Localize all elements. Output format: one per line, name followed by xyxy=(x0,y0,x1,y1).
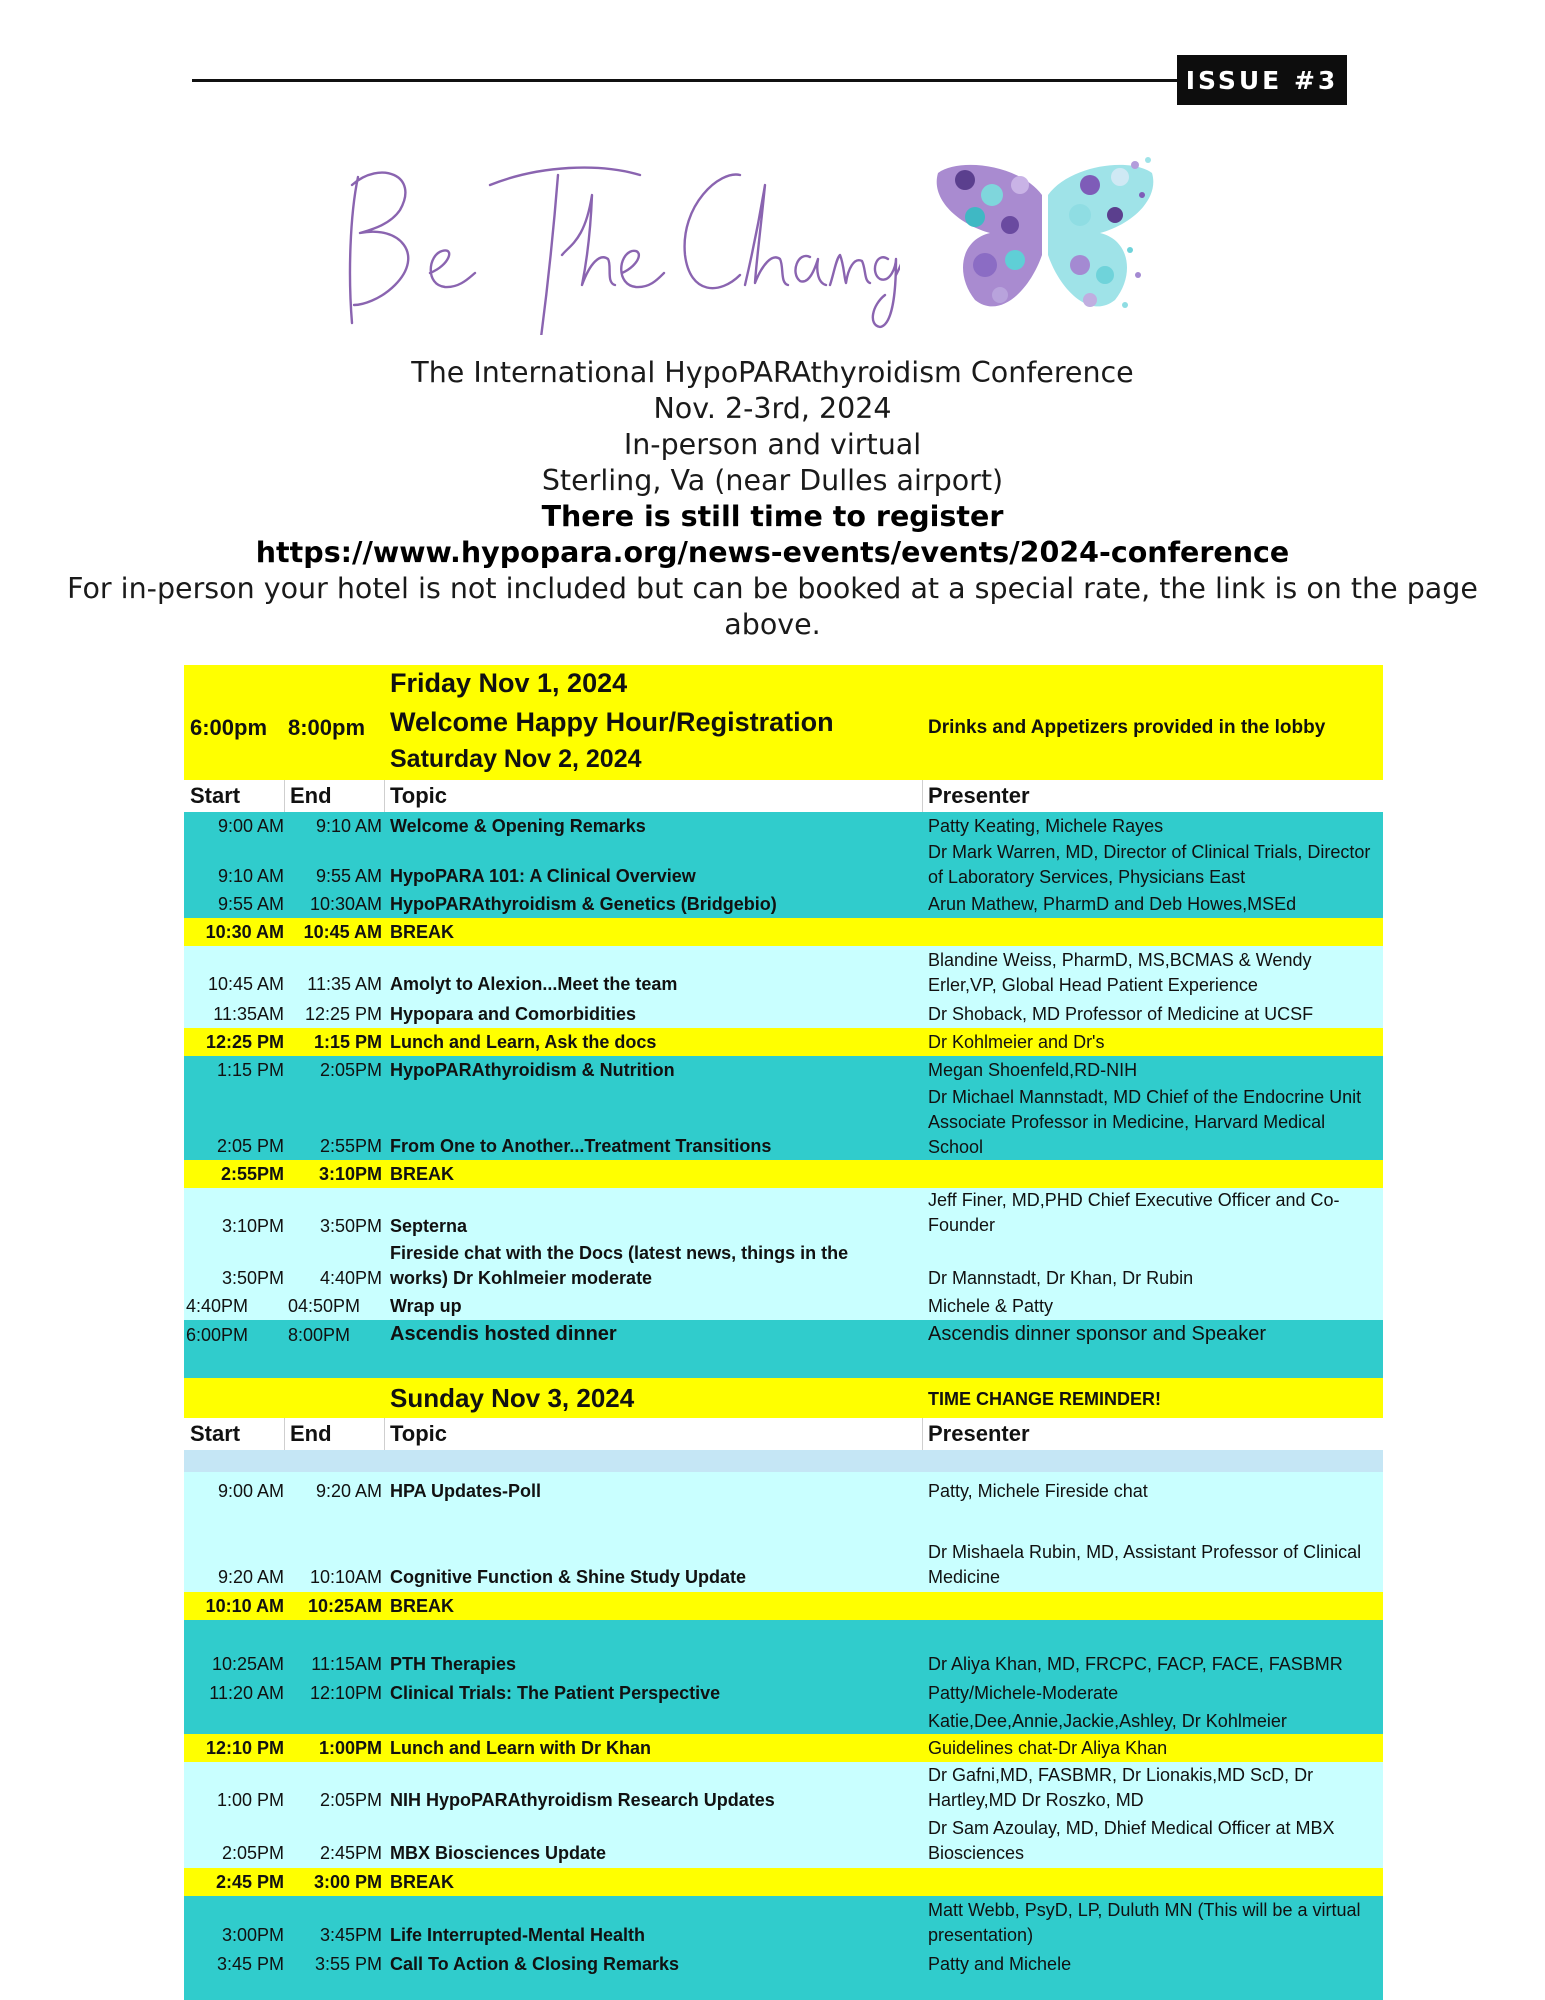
row-presenter: Dr Sam Azoulay, MD, Dhief Medical Officer at MBX Biosciences xyxy=(928,1818,1335,1863)
row-start: 10:45 AM xyxy=(207,974,284,994)
row-presenter: Dr Aliya Khan, MD, FRCPC, FACP, FACE, FASBMR xyxy=(928,1654,1343,1674)
table-row xyxy=(184,1814,1383,1868)
row-end: 12:10PM xyxy=(309,1683,382,1703)
row-end: 3:10PM xyxy=(318,1164,382,1184)
row-presenter: Michele & Patty xyxy=(928,1296,1054,1316)
row-start: 9:00 AM xyxy=(217,816,284,836)
table-row-break xyxy=(184,1028,1383,1056)
row-end: 1:00PM xyxy=(318,1738,382,1758)
row-end: 1:15 PM xyxy=(313,1032,382,1052)
header-start: Start xyxy=(190,783,241,808)
row-presenter: Patty Keating, Michele Rayes xyxy=(928,816,1164,836)
row-start: 12:10 PM xyxy=(205,1738,284,1758)
row-start: 3:50PM xyxy=(221,1268,284,1288)
table-row xyxy=(184,1678,1383,1734)
row-topic: Fireside chat with the Docs (latest news, things in the works) Dr Kohlmeier moderate xyxy=(390,1243,849,1288)
row-end: 12:25 PM xyxy=(304,1004,382,1024)
friday-end: 8:00pm xyxy=(288,715,366,740)
conference-dates: Nov. 2-3rd, 2024 xyxy=(653,392,892,425)
row-end: 11:35 AM xyxy=(307,974,382,994)
row-presenter: Megan Shoenfeld,RD-NIH xyxy=(928,1060,1138,1080)
header-topic: Topic xyxy=(390,1421,448,1446)
row-topic: Wrap up xyxy=(390,1296,462,1316)
column-divider xyxy=(384,1418,385,1450)
sunday-column-headers xyxy=(184,1418,1383,1450)
row-topic: BREAK xyxy=(390,1872,455,1892)
row-topic: Hypopara and Comorbidities xyxy=(390,1004,637,1024)
row-topic: Ascendis hosted dinner xyxy=(390,1323,617,1345)
row-topic: Welcome & Opening Remarks xyxy=(390,816,646,836)
header-end: End xyxy=(290,1421,332,1446)
header-start: Start xyxy=(190,1421,241,1446)
header-topic: Topic xyxy=(390,783,448,808)
row-end: 3:00 PM xyxy=(313,1872,382,1892)
register-callout: There is still time to register xyxy=(541,500,1004,533)
row-start: 9:55 AM xyxy=(217,894,284,914)
header-end: End xyxy=(290,783,332,808)
row-end: 10:30AM xyxy=(309,894,382,914)
table-row xyxy=(184,890,1383,918)
row-topic: Lunch and Learn, Ask the docs xyxy=(390,1032,657,1052)
row-topic: HPA Updates-Poll xyxy=(390,1481,542,1501)
row-end: 4:40PM xyxy=(319,1268,382,1288)
row-presenter: Matt Webb, PsyD, LP, Duluth MN (This will be a virtual presentation) xyxy=(928,1900,1361,1945)
row-topic: HypoPARAthyroidism & Nutrition xyxy=(390,1060,675,1080)
header-rule xyxy=(192,79,1177,82)
row-start: 9:00 AM xyxy=(217,1481,284,1501)
row-presenter-panel: Katie,Dee,Annie,Jackie,Ashley, Dr Kohlmeier xyxy=(928,1711,1287,1731)
row-presenter: Dr Gafni,MD, FASBMR, Dr Lionakis,MD ScD, Dr Hartley,MD Dr Roszko, MD xyxy=(928,1765,1314,1810)
row-start: 4:40PM xyxy=(186,1296,249,1316)
row-topic: Septerna xyxy=(390,1216,468,1236)
row-end: 11:15AM xyxy=(311,1654,382,1674)
friday-start: 6:00pm xyxy=(190,715,268,740)
row-start: 3:10PM xyxy=(221,1216,284,1236)
table-row xyxy=(184,1292,1383,1320)
row-presenter: Dr Mishaela Rubin, MD, Assistant Professor of Clinical Medicine xyxy=(928,1542,1362,1587)
row-presenter: Blandine Weiss, PharmD, MS,BCMAS & Wendy Erler,VP, Global Head Patient Experience xyxy=(928,950,1312,995)
row-topic: Clinical Trials: The Patient Perspective xyxy=(390,1683,721,1703)
row-start: 1:00 PM xyxy=(216,1790,284,1810)
row-topic: BREAK xyxy=(390,1596,455,1616)
row-start: 3:45 PM xyxy=(216,1954,284,1974)
table-row xyxy=(184,1084,1383,1160)
conference-name: The International HypoPARAthyroidism Conference xyxy=(411,356,1134,389)
row-start: 6:00PM xyxy=(186,1325,249,1345)
row-topic: BREAK xyxy=(390,922,455,942)
conference-format: In-person and virtual xyxy=(623,428,922,461)
row-topic: Amolyt to Alexion...Meet the team xyxy=(390,974,678,994)
row-start: 2:05PM xyxy=(221,1843,284,1863)
table-row xyxy=(184,1896,1383,1950)
row-topic: HypoPARA 101: A Clinical Overview xyxy=(390,866,696,886)
row-presenter: Dr Kohlmeier and Dr's xyxy=(928,1032,1105,1052)
row-end: 3:55 PM xyxy=(314,1954,382,1974)
row-topic: Lunch and Learn with Dr Khan xyxy=(390,1738,652,1758)
table-row-break xyxy=(184,1160,1383,1188)
row-presenter: Patty, Michele Fireside chat xyxy=(928,1481,1148,1501)
row-start: 11:35AM xyxy=(213,1004,284,1024)
row-topic: PTH Therapies xyxy=(390,1654,517,1674)
table-row xyxy=(184,812,1383,840)
table-row xyxy=(184,1512,1383,1592)
table-row xyxy=(184,946,1383,1000)
column-divider xyxy=(922,780,923,812)
column-divider xyxy=(284,1418,285,1450)
row-start: 9:10 AM xyxy=(217,866,284,886)
friday-block xyxy=(184,665,1383,780)
row-start: 10:30 AM xyxy=(205,922,284,942)
register-link[interactable]: https://www.hypopara.org/news-events/events/2024-conference xyxy=(255,536,1290,569)
table-row-break xyxy=(184,1734,1383,1762)
table-row xyxy=(184,1950,1383,2000)
row-topic: BREAK xyxy=(390,1164,455,1184)
row-presenter: Dr Mark Warren, MD, Director of Clinical Trials, Director of Laboratory Services, Physicians East xyxy=(928,842,1371,887)
row-end: 2:05PM xyxy=(319,1060,382,1080)
row-presenter: Arun Mathew, PharmD and Deb Howes,MSEd xyxy=(928,894,1297,914)
column-divider xyxy=(284,780,285,812)
table-row xyxy=(184,1188,1383,1240)
row-start: 12:25 PM xyxy=(205,1032,284,1052)
row-start: 11:20 AM xyxy=(209,1683,284,1703)
row-topic: MBX Biosciences Update xyxy=(390,1843,607,1863)
row-start: 2:05 PM xyxy=(216,1136,284,1156)
butterfly-logo xyxy=(930,155,1160,320)
row-end: 8:00PM xyxy=(288,1325,351,1345)
table-row xyxy=(184,1320,1383,1378)
row-presenter: Dr Michael Mannstadt, MD Chief of the Endocrine Unit Associate Professor in Medicine, Harvard Medical School xyxy=(928,1087,1362,1157)
table-row xyxy=(184,1472,1383,1512)
row-end: 9:10 AM xyxy=(315,816,382,836)
row-end: 10:45 AM xyxy=(303,922,382,942)
row-topic: From One to Another...Treatment Transitions xyxy=(390,1136,772,1156)
row-presenter: Dr Mannstadt, Dr Khan, Dr Rubin xyxy=(928,1268,1194,1288)
conference-intro xyxy=(60,355,1485,643)
spacer-row xyxy=(184,1450,1383,1472)
table-row xyxy=(184,1762,1383,1814)
row-end: 9:20 AM xyxy=(315,1481,382,1501)
row-start: 3:00PM xyxy=(221,1925,284,1945)
row-end: 3:50PM xyxy=(319,1216,382,1236)
row-topic: HypoPARAthyroidism & Genetics (Bridgebio) xyxy=(390,894,777,914)
sunday-block xyxy=(184,1378,1383,1418)
table-row xyxy=(184,1000,1383,1028)
table-row xyxy=(184,840,1383,890)
row-start: 10:25AM xyxy=(211,1654,284,1674)
friday-topic: Welcome Happy Hour/Registration xyxy=(390,707,834,737)
row-presenter: Patty and Michele xyxy=(928,1954,1072,1974)
row-presenter: Guidelines chat-Dr Aliya Khan xyxy=(928,1738,1168,1758)
row-topic: Life Interrupted-Mental Health xyxy=(390,1925,646,1945)
row-end: 3:45PM xyxy=(319,1925,382,1945)
row-topic: NIH HypoPARAthyroidism Research Updates xyxy=(390,1790,775,1810)
saturday-day: Saturday Nov 2, 2024 xyxy=(390,745,642,773)
hotel-note: For in-person your hotel is not included but can be booked at a special rate, the link is on the page above. xyxy=(67,572,1478,641)
row-end: 2:45PM xyxy=(319,1843,382,1863)
table-row xyxy=(184,1240,1383,1292)
row-start: 2:45 PM xyxy=(215,1872,284,1892)
conference-location: Sterling, Va (near Dulles airport) xyxy=(541,464,1004,497)
row-topic: Cognitive Function & Shine Study Update xyxy=(390,1567,747,1587)
friday-day: Friday Nov 1, 2024 xyxy=(390,668,628,698)
be-the-change-title xyxy=(340,155,900,335)
row-end: 10:25AM xyxy=(307,1596,382,1616)
row-start: 9:20 AM xyxy=(217,1567,284,1587)
row-presenter: Ascendis dinner sponsor and Speaker xyxy=(928,1323,1266,1345)
table-row xyxy=(184,1056,1383,1084)
row-presenter: Patty/Michele-Moderate xyxy=(928,1683,1119,1703)
table-row-break xyxy=(184,1592,1383,1620)
row-end: 04:50PM xyxy=(288,1296,361,1316)
issue-badge: ISSUE #3 xyxy=(1177,55,1347,105)
row-start: 2:55PM xyxy=(220,1164,284,1184)
header-presenter: Presenter xyxy=(928,783,1030,808)
row-start: 1:15 PM xyxy=(216,1060,284,1080)
row-end: 2:05PM xyxy=(319,1790,382,1810)
row-topic: Call To Action & Closing Remarks xyxy=(390,1954,680,1974)
row-end: 2:55PM xyxy=(319,1136,382,1156)
column-divider xyxy=(384,780,385,812)
table-row xyxy=(184,1620,1383,1678)
row-start: 10:10 AM xyxy=(205,1596,284,1616)
row-presenter: Jeff Finer, MD,PHD Chief Executive Officer and Co-Founder xyxy=(928,1190,1340,1235)
sunday-day: Sunday Nov 3, 2024 xyxy=(390,1383,635,1413)
table-row-break xyxy=(184,1868,1383,1896)
saturday-column-headers xyxy=(184,780,1383,812)
time-change-reminder: TIME CHANGE REMINDER! xyxy=(928,1389,1161,1409)
row-end: 9:55 AM xyxy=(315,866,382,886)
row-presenter: Dr Shoback, MD Professor of Medicine at UCSF xyxy=(928,1004,1314,1024)
header-presenter: Presenter xyxy=(928,1421,1030,1446)
friday-presenter: Drinks and Appetizers provided in the lobby xyxy=(928,717,1326,738)
row-end: 10:10AM xyxy=(309,1567,382,1587)
table-row-break xyxy=(184,918,1383,946)
schedule-table xyxy=(184,665,1383,2000)
column-divider xyxy=(922,1418,923,1450)
